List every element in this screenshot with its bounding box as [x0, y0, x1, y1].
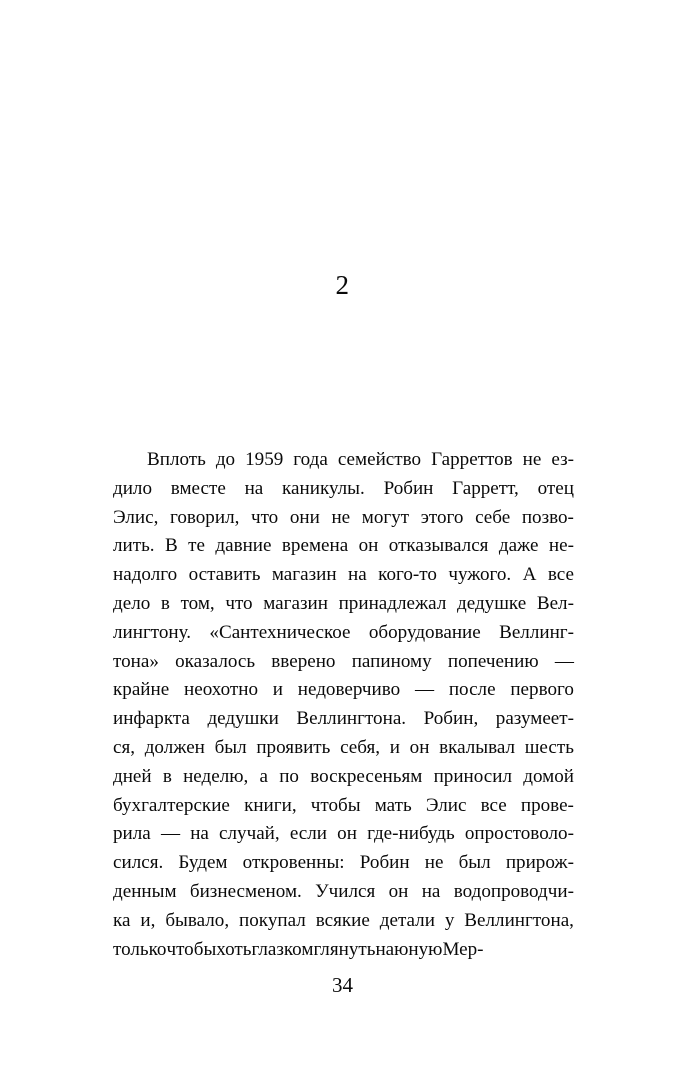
word: и [389, 736, 400, 758]
word: себя, [340, 736, 381, 758]
text-line [113, 504, 574, 533]
word: чужого. [448, 564, 512, 586]
word: кого-то [378, 564, 437, 586]
word: семейство [337, 449, 422, 470]
word: вверено [271, 650, 336, 672]
word: водопроводчи- [453, 880, 574, 902]
word: прове- [520, 794, 574, 816]
text-line [113, 820, 574, 849]
word: он [358, 535, 379, 557]
word: лингтону. [113, 621, 192, 643]
word: бухгалтерские [113, 794, 230, 816]
word: ся, [113, 736, 136, 758]
word: дело [113, 592, 151, 614]
word: себе [475, 506, 511, 528]
word: вкалывал [439, 736, 516, 758]
word: домой [523, 765, 574, 787]
text-line [113, 561, 574, 590]
text-line [113, 792, 574, 821]
word: по [279, 765, 299, 787]
word: Робин, [423, 708, 479, 730]
word: А [522, 564, 537, 586]
word: Робин [359, 852, 410, 874]
word: — [414, 679, 435, 701]
word: тона» [113, 650, 159, 672]
word: магазин [271, 564, 337, 586]
word: чтобы [166, 938, 217, 960]
word: оборудование [368, 621, 481, 643]
word: что [250, 506, 279, 528]
word: неохотно [184, 679, 258, 701]
word: на [244, 477, 264, 499]
word: шесть [524, 736, 574, 758]
word: на [190, 823, 209, 845]
text-line [113, 619, 574, 648]
word: «Сантехническое [209, 621, 351, 643]
word: те [188, 535, 205, 557]
word: мать [374, 794, 412, 816]
word: могут [361, 506, 410, 528]
word: если [289, 823, 327, 845]
word: книги, [244, 794, 297, 816]
word: денным [113, 880, 177, 902]
word: воскресеньям [310, 765, 423, 787]
word: после [448, 679, 496, 701]
word: Робин [383, 477, 434, 499]
paragraph-indent [113, 446, 137, 475]
word: случай, [219, 823, 280, 845]
word: рила [113, 823, 151, 845]
word: он [409, 736, 430, 758]
word: не- [548, 535, 574, 557]
word: дило [113, 477, 153, 499]
word: Мер- [442, 938, 484, 960]
word: каникулы. [282, 477, 365, 499]
word: что [225, 592, 253, 614]
word: лить. [113, 535, 155, 557]
word: Веллинг- [499, 621, 574, 643]
word: Вел- [536, 592, 574, 614]
word: — [160, 823, 181, 845]
word: на [421, 880, 441, 902]
word: Гарреттов [431, 449, 513, 470]
word: он [337, 823, 357, 845]
word: дней [113, 765, 152, 787]
word: а [259, 765, 268, 787]
word: 1959 [245, 449, 284, 470]
text-line [113, 936, 574, 965]
word: приносил [433, 765, 513, 787]
word: все [480, 794, 507, 816]
word: дедушки [207, 708, 279, 730]
text-line [113, 532, 574, 561]
word: на [348, 564, 367, 586]
word: глянуть [313, 938, 376, 960]
word: и [272, 679, 283, 701]
word: папиному [351, 650, 432, 672]
word: опростоволо- [464, 823, 574, 845]
word: на [375, 938, 395, 960]
word: оказалось [175, 650, 256, 672]
text-line [113, 475, 574, 504]
word: до [215, 449, 236, 470]
word: в [160, 592, 170, 614]
word: проявить [256, 736, 331, 758]
word: откровенны: [242, 852, 345, 874]
word: Гарретт, [452, 477, 519, 499]
word: магазин [263, 592, 328, 614]
word: отец [537, 477, 574, 499]
word: не [424, 852, 444, 874]
word: отказывался [388, 535, 489, 557]
word: и, [140, 909, 156, 931]
word: они [289, 506, 320, 528]
word: попечению [447, 650, 539, 672]
text-line [113, 590, 574, 619]
word: Элис, [113, 506, 159, 528]
text-line [113, 446, 574, 475]
word: в [162, 765, 172, 787]
page-number: 34 [332, 973, 353, 997]
word: все [547, 564, 574, 586]
word: Веллингтона, [464, 909, 574, 931]
text-line [113, 878, 574, 907]
word: был [214, 736, 247, 758]
word: прирож- [505, 852, 574, 874]
word: покупал [239, 909, 306, 931]
text-line [113, 705, 574, 734]
word: где-нибудь [367, 823, 455, 845]
word: Вплоть [147, 449, 206, 470]
word: глазком [251, 938, 314, 960]
text-line [113, 907, 574, 936]
word: всякие [315, 909, 370, 931]
word: первого [510, 679, 574, 701]
word: бывало, [165, 909, 230, 931]
word: надолго [113, 564, 178, 586]
word: — [554, 650, 574, 672]
text-line [113, 648, 574, 677]
word: разумеет- [495, 708, 574, 730]
word: ез- [551, 449, 574, 470]
word: у [444, 909, 455, 931]
word: Веллингтона. [296, 708, 407, 730]
word: вместе [170, 477, 226, 499]
word: только [113, 938, 167, 960]
word: В [164, 535, 178, 557]
word: года [293, 449, 328, 470]
word: времена [281, 535, 349, 557]
word: говорил, [169, 506, 240, 528]
word: неделю, [183, 765, 249, 787]
text-line [113, 849, 574, 878]
text-line [113, 763, 574, 792]
word: даже [498, 535, 539, 557]
word: оставить [188, 564, 261, 586]
body-paragraph [113, 446, 574, 964]
word: чтобы [310, 794, 361, 816]
word: не [522, 449, 542, 470]
word: детали [379, 909, 435, 931]
word: давние [215, 535, 272, 557]
word: этого [420, 506, 464, 528]
word: Учился [315, 880, 376, 902]
word: сился. [113, 852, 164, 874]
chapter-number: 2 [335, 270, 350, 300]
word: ка [113, 909, 131, 931]
word: должен [144, 736, 205, 758]
word: позво- [521, 506, 574, 528]
word: хоть [216, 938, 252, 960]
word: он [388, 880, 409, 902]
word: инфаркта [113, 708, 190, 730]
word: юную [394, 938, 443, 960]
word: том, [180, 592, 215, 614]
word: дедушке [457, 592, 527, 614]
word: крайне [113, 679, 170, 701]
word: недоверчиво [297, 679, 401, 701]
word: принадлежал [338, 592, 447, 614]
text-line [113, 676, 574, 705]
word: не [331, 506, 351, 528]
text-line [113, 734, 574, 763]
word: бизнесменом. [189, 880, 302, 902]
word: был [458, 852, 491, 874]
word: Будем [178, 852, 228, 874]
word: Элис [425, 794, 467, 816]
